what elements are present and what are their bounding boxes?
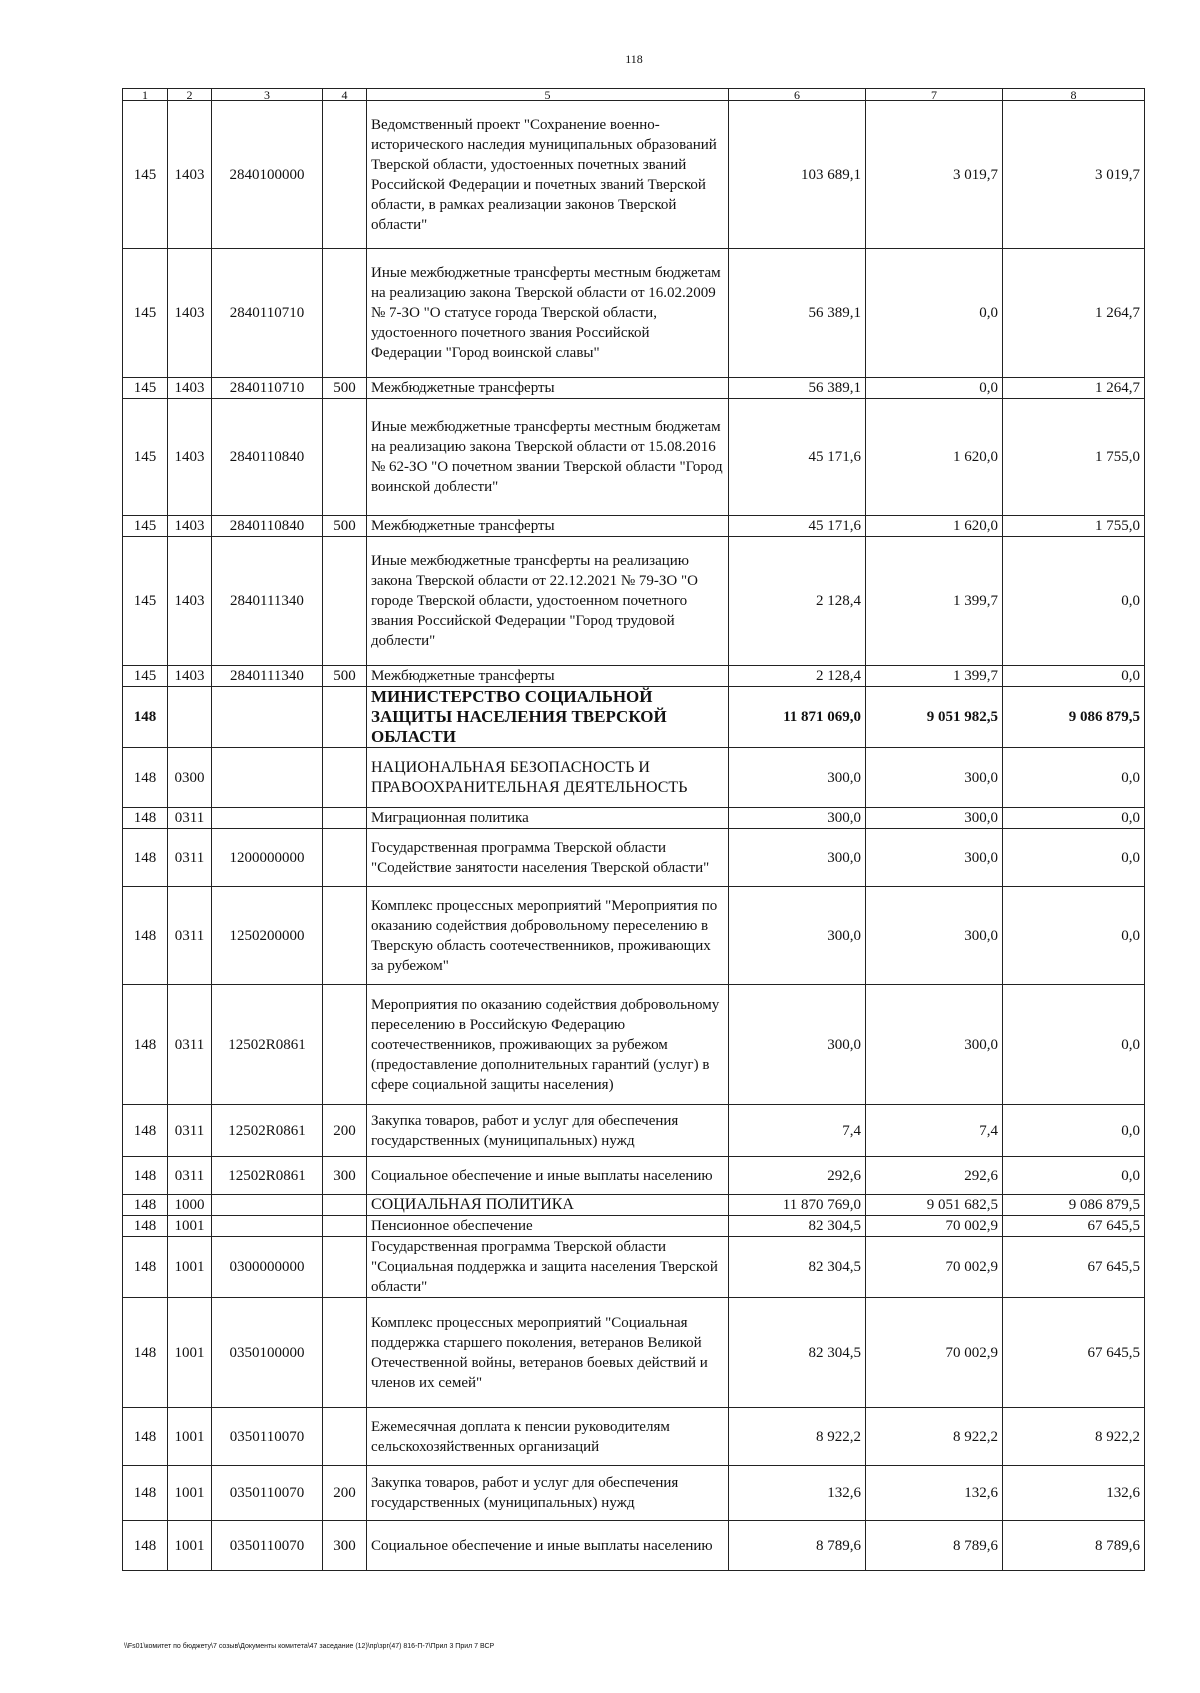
cell-c3: [212, 748, 323, 808]
cell-c4: [323, 687, 367, 748]
table-body: [123, 101, 1145, 1571]
cell-c7: 70 002,9: [866, 1237, 1003, 1298]
cell-c1: 148: [123, 985, 168, 1105]
cell-c2: 0300: [168, 748, 212, 808]
cell-c7: 9 051 982,5: [866, 687, 1003, 748]
cell-c6: 7,4: [729, 1105, 866, 1157]
cell-c2: 1403: [168, 378, 212, 399]
cell-c3: [212, 1216, 323, 1237]
cell-c6: 56 389,1: [729, 249, 866, 378]
table-row: [123, 1408, 1145, 1466]
cell-c3: 1200000000: [212, 829, 323, 887]
cell-c7: 9 051 682,5: [866, 1195, 1003, 1216]
cell-c7: 292,6: [866, 1157, 1003, 1195]
cell-c7: 300,0: [866, 829, 1003, 887]
cell-c8: 132,6: [1003, 1466, 1145, 1521]
cell-c1: 145: [123, 399, 168, 516]
cell-c8: 3 019,7: [1003, 101, 1145, 249]
cell-c7: 1 399,7: [866, 666, 1003, 687]
cell-c4: [323, 985, 367, 1105]
cell-c4: [323, 808, 367, 829]
cell-c4: 500: [323, 516, 367, 537]
cell-c5: Комплекс процессных мероприятий "Мероприятия по оказанию содействия добровольному переселению в Тверскую область соотечественников, проживающих за рубежом": [367, 887, 729, 985]
cell-c4: [323, 1237, 367, 1298]
cell-c6: 300,0: [729, 748, 866, 808]
table-row: [123, 399, 1145, 516]
cell-c7: 300,0: [866, 887, 1003, 985]
cell-c2: 0311: [168, 985, 212, 1105]
header-cell: 8: [1003, 89, 1145, 101]
cell-c4: [323, 829, 367, 887]
cell-c7: 70 002,9: [866, 1298, 1003, 1408]
cell-c2: 1403: [168, 249, 212, 378]
cell-c4: 300: [323, 1521, 367, 1571]
cell-c4: 200: [323, 1105, 367, 1157]
cell-c3: 2840111340: [212, 537, 323, 666]
cell-c3: 0350110070: [212, 1521, 323, 1571]
cell-c4: [323, 748, 367, 808]
cell-c1: 148: [123, 1408, 168, 1466]
cell-c8: 1 755,0: [1003, 516, 1145, 537]
cell-c2: 1403: [168, 666, 212, 687]
cell-c2: 1001: [168, 1521, 212, 1571]
cell-c5: Иные межбюджетные трансферты местным бюджетам на реализацию закона Тверской области от 16.02.2009 № 7-ЗО "О статусе города Тверской области, удостоенного почетного звания Российской Федерации "Город воинской славы": [367, 249, 729, 378]
cell-c6: 82 304,5: [729, 1237, 866, 1298]
cell-c8: 1 755,0: [1003, 399, 1145, 516]
table-row: [123, 887, 1145, 985]
cell-c4: [323, 887, 367, 985]
cell-c4: 200: [323, 1466, 367, 1521]
cell-c8: 67 645,5: [1003, 1216, 1145, 1237]
cell-c5: Пенсионное обеспечение: [367, 1216, 729, 1237]
cell-c3: 1250200000: [212, 887, 323, 985]
cell-c8: 0,0: [1003, 1105, 1145, 1157]
cell-c8: 9 086 879,5: [1003, 1195, 1145, 1216]
cell-c4: [323, 1216, 367, 1237]
cell-c8: 1 264,7: [1003, 249, 1145, 378]
table-row: [123, 378, 1145, 399]
table-row: [123, 1466, 1145, 1521]
cell-c5: Ведомственный проект "Сохранение военно-исторического наследия муниципальных образований Тверской области, удостоенных почетных званий Российской Федерации и почетных званий Тверской области, в рамках реализации законов Тверской области": [367, 101, 729, 249]
cell-c7: 8 789,6: [866, 1521, 1003, 1571]
cell-c7: 300,0: [866, 748, 1003, 808]
cell-c3: 0350110070: [212, 1408, 323, 1466]
cell-c4: 300: [323, 1157, 367, 1195]
cell-c6: 300,0: [729, 808, 866, 829]
cell-c8: 8 789,6: [1003, 1521, 1145, 1571]
cell-c1: 148: [123, 1237, 168, 1298]
cell-c1: 148: [123, 1521, 168, 1571]
cell-c1: 148: [123, 887, 168, 985]
cell-c7: 0,0: [866, 249, 1003, 378]
footer-file-path: \\Fs01\комитет по бюджету\7 созыв\Документы комитета\47 заседание (12)\пр\зрг(47) 816-П-7\Прил 3 Прил 7 ВСР: [124, 1643, 495, 1650]
cell-c7: 132,6: [866, 1466, 1003, 1521]
page-number: 118: [625, 52, 643, 66]
cell-c8: 0,0: [1003, 887, 1145, 985]
cell-c7: 3 019,7: [866, 101, 1003, 249]
cell-c8: 67 645,5: [1003, 1298, 1145, 1408]
cell-c3: [212, 1195, 323, 1216]
table-row: [123, 808, 1145, 829]
cell-c3: 2840110840: [212, 516, 323, 537]
cell-c5: Закупка товаров, работ и услуг для обеспечения государственных (муниципальных) нужд: [367, 1105, 729, 1157]
table-row: [123, 101, 1145, 249]
cell-c6: 45 171,6: [729, 399, 866, 516]
cell-c6: 300,0: [729, 985, 866, 1105]
cell-c1: 148: [123, 687, 168, 748]
cell-c4: 500: [323, 378, 367, 399]
table-row: [123, 985, 1145, 1105]
table-row: [123, 1521, 1145, 1571]
cell-c1: 148: [123, 1216, 168, 1237]
cell-c7: 0,0: [866, 378, 1003, 399]
cell-c2: 0311: [168, 829, 212, 887]
budget-table: [122, 88, 1145, 1571]
table-row: [123, 249, 1145, 378]
cell-c4: [323, 399, 367, 516]
table-row: [123, 748, 1145, 808]
cell-c8: 9 086 879,5: [1003, 687, 1145, 748]
cell-c1: 145: [123, 516, 168, 537]
cell-c1: 148: [123, 748, 168, 808]
cell-c1: 148: [123, 808, 168, 829]
cell-c5: Государственная программа Тверской области "Содействие занятости населения Тверской области": [367, 829, 729, 887]
cell-c1: 148: [123, 1195, 168, 1216]
table-row: [123, 1105, 1145, 1157]
cell-c5: Миграционная политика: [367, 808, 729, 829]
cell-c8: 0,0: [1003, 985, 1145, 1105]
cell-c2: 0311: [168, 808, 212, 829]
header-cell: 4: [323, 89, 367, 101]
cell-c5: Мероприятия по оказанию содействия добровольному переселению в Российскую Федерацию соотечественников, проживающих за рубежом (предоставление дополнительных гарантий (услуг) в сфере социальной защиты населения): [367, 985, 729, 1105]
cell-c7: 1 620,0: [866, 399, 1003, 516]
cell-c8: 0,0: [1003, 1157, 1145, 1195]
cell-c8: 0,0: [1003, 666, 1145, 687]
cell-c3: 12502R0861: [212, 1157, 323, 1195]
cell-c7: 1 399,7: [866, 537, 1003, 666]
budget-table-wrap: [122, 88, 1144, 1571]
cell-c7: 300,0: [866, 808, 1003, 829]
cell-c1: 148: [123, 829, 168, 887]
cell-c6: 292,6: [729, 1157, 866, 1195]
cell-c3: 12502R0861: [212, 985, 323, 1105]
cell-c6: 2 128,4: [729, 666, 866, 687]
cell-c6: 11 870 769,0: [729, 1195, 866, 1216]
cell-c6: 82 304,5: [729, 1216, 866, 1237]
cell-c2: 1001: [168, 1216, 212, 1237]
header-cell: 3: [212, 89, 323, 101]
cell-c1: 148: [123, 1157, 168, 1195]
table-row: [123, 1298, 1145, 1408]
cell-c2: 0311: [168, 1157, 212, 1195]
cell-c3: 2840110710: [212, 249, 323, 378]
cell-c2: 0311: [168, 887, 212, 985]
header-cell: 5: [367, 89, 729, 101]
cell-c5: НАЦИОНАЛЬНАЯ БЕЗОПАСНОСТЬ И ПРАВООХРАНИТЕЛЬНАЯ ДЕЯТЕЛЬНОСТЬ: [367, 748, 729, 808]
cell-c2: 1000: [168, 1195, 212, 1216]
header-cell: 2: [168, 89, 212, 101]
cell-c2: [168, 687, 212, 748]
cell-c5: Комплекс процессных мероприятий "Социальная поддержка старшего поколения, ветеранов Великой Отечественной войны, ветеранов боевых действий и членов их семей": [367, 1298, 729, 1408]
cell-c3: 0350110070: [212, 1466, 323, 1521]
cell-c5: Межбюджетные трансферты: [367, 666, 729, 687]
cell-c5: Иные межбюджетные трансферты местным бюджетам на реализацию закона Тверской области от 15.08.2016 № 62-ЗО "О почетном звании Тверской области "Город воинской доблести": [367, 399, 729, 516]
cell-c2: 0311: [168, 1105, 212, 1157]
cell-c6: 56 389,1: [729, 378, 866, 399]
table-row: [123, 1237, 1145, 1298]
table-row: [123, 687, 1145, 748]
cell-c6: 82 304,5: [729, 1298, 866, 1408]
cell-c6: 132,6: [729, 1466, 866, 1521]
table-row: [123, 829, 1145, 887]
header-cell: 7: [866, 89, 1003, 101]
cell-c6: 8 922,2: [729, 1408, 866, 1466]
cell-c4: 500: [323, 666, 367, 687]
cell-c3: 2840100000: [212, 101, 323, 249]
cell-c6: 103 689,1: [729, 101, 866, 249]
cell-c6: 300,0: [729, 829, 866, 887]
cell-c3: [212, 808, 323, 829]
cell-c3: 2840111340: [212, 666, 323, 687]
table-row: [123, 1216, 1145, 1237]
cell-c5: Государственная программа Тверской области "Социальная поддержка и защита населения Тверской области": [367, 1237, 729, 1298]
header-row: [123, 89, 1145, 101]
cell-c7: 8 922,2: [866, 1408, 1003, 1466]
cell-c6: 300,0: [729, 887, 866, 985]
cell-c8: 0,0: [1003, 808, 1145, 829]
cell-c5: Ежемесячная доплата к пенсии руководителям сельскохозяйственных организаций: [367, 1408, 729, 1466]
cell-c2: 1403: [168, 537, 212, 666]
cell-c5: Социальное обеспечение и иные выплаты населению: [367, 1157, 729, 1195]
cell-c8: 67 645,5: [1003, 1237, 1145, 1298]
cell-c1: 148: [123, 1105, 168, 1157]
cell-c4: [323, 249, 367, 378]
cell-c2: 1001: [168, 1408, 212, 1466]
cell-c4: [323, 1408, 367, 1466]
cell-c2: 1001: [168, 1298, 212, 1408]
cell-c1: 148: [123, 1298, 168, 1408]
cell-c4: [323, 1195, 367, 1216]
cell-c8: 8 922,2: [1003, 1408, 1145, 1466]
cell-c4: [323, 537, 367, 666]
cell-c4: [323, 101, 367, 249]
cell-c1: 145: [123, 666, 168, 687]
cell-c7: 1 620,0: [866, 516, 1003, 537]
cell-c2: 1001: [168, 1237, 212, 1298]
table-row: [123, 1157, 1145, 1195]
cell-c3: 2840110840: [212, 399, 323, 516]
cell-c8: 0,0: [1003, 537, 1145, 666]
cell-c6: 8 789,6: [729, 1521, 866, 1571]
header-cell: 6: [729, 89, 866, 101]
cell-c3: [212, 687, 323, 748]
cell-c1: 145: [123, 378, 168, 399]
cell-c3: 0350100000: [212, 1298, 323, 1408]
cell-c5: Социальное обеспечение и иные выплаты населению: [367, 1521, 729, 1571]
cell-c2: 1403: [168, 399, 212, 516]
cell-c5: МИНИСТЕРСТВО СОЦИАЛЬНОЙ ЗАЩИТЫ НАСЕЛЕНИЯ ТВЕРСКОЙ ОБЛАСТИ: [367, 687, 729, 748]
cell-c3: 2840110710: [212, 378, 323, 399]
cell-c6: 45 171,6: [729, 516, 866, 537]
cell-c7: 70 002,9: [866, 1216, 1003, 1237]
cell-c6: 2 128,4: [729, 537, 866, 666]
cell-c5: Иные межбюджетные трансферты на реализацию закона Тверской области от 22.12.2021 № 79-ЗО "О городе Тверской области, удостоенном почетного звания Российской Федерации "Город трудовой доблести": [367, 537, 729, 666]
cell-c4: [323, 1298, 367, 1408]
cell-c3: 12502R0861: [212, 1105, 323, 1157]
cell-c7: 7,4: [866, 1105, 1003, 1157]
cell-c6: 11 871 069,0: [729, 687, 866, 748]
cell-c2: 1001: [168, 1466, 212, 1521]
cell-c1: 148: [123, 1466, 168, 1521]
cell-c1: 145: [123, 537, 168, 666]
table-row: [123, 516, 1145, 537]
cell-c2: 1403: [168, 516, 212, 537]
cell-c2: 1403: [168, 101, 212, 249]
cell-c3: 0300000000: [212, 1237, 323, 1298]
cell-c1: 145: [123, 101, 168, 249]
cell-c8: 0,0: [1003, 748, 1145, 808]
table-row: [123, 537, 1145, 666]
header-cell: 1: [123, 89, 168, 101]
cell-c5: Межбюджетные трансферты: [367, 516, 729, 537]
cell-c5: Закупка товаров, работ и услуг для обеспечения государственных (муниципальных) нужд: [367, 1466, 729, 1521]
cell-c8: 1 264,7: [1003, 378, 1145, 399]
cell-c7: 300,0: [866, 985, 1003, 1105]
table-row: [123, 1195, 1145, 1216]
cell-c1: 145: [123, 249, 168, 378]
cell-c5: Межбюджетные трансферты: [367, 378, 729, 399]
cell-c5: СОЦИАЛЬНАЯ ПОЛИТИКА: [367, 1195, 729, 1216]
table-row: [123, 666, 1145, 687]
cell-c8: 0,0: [1003, 829, 1145, 887]
